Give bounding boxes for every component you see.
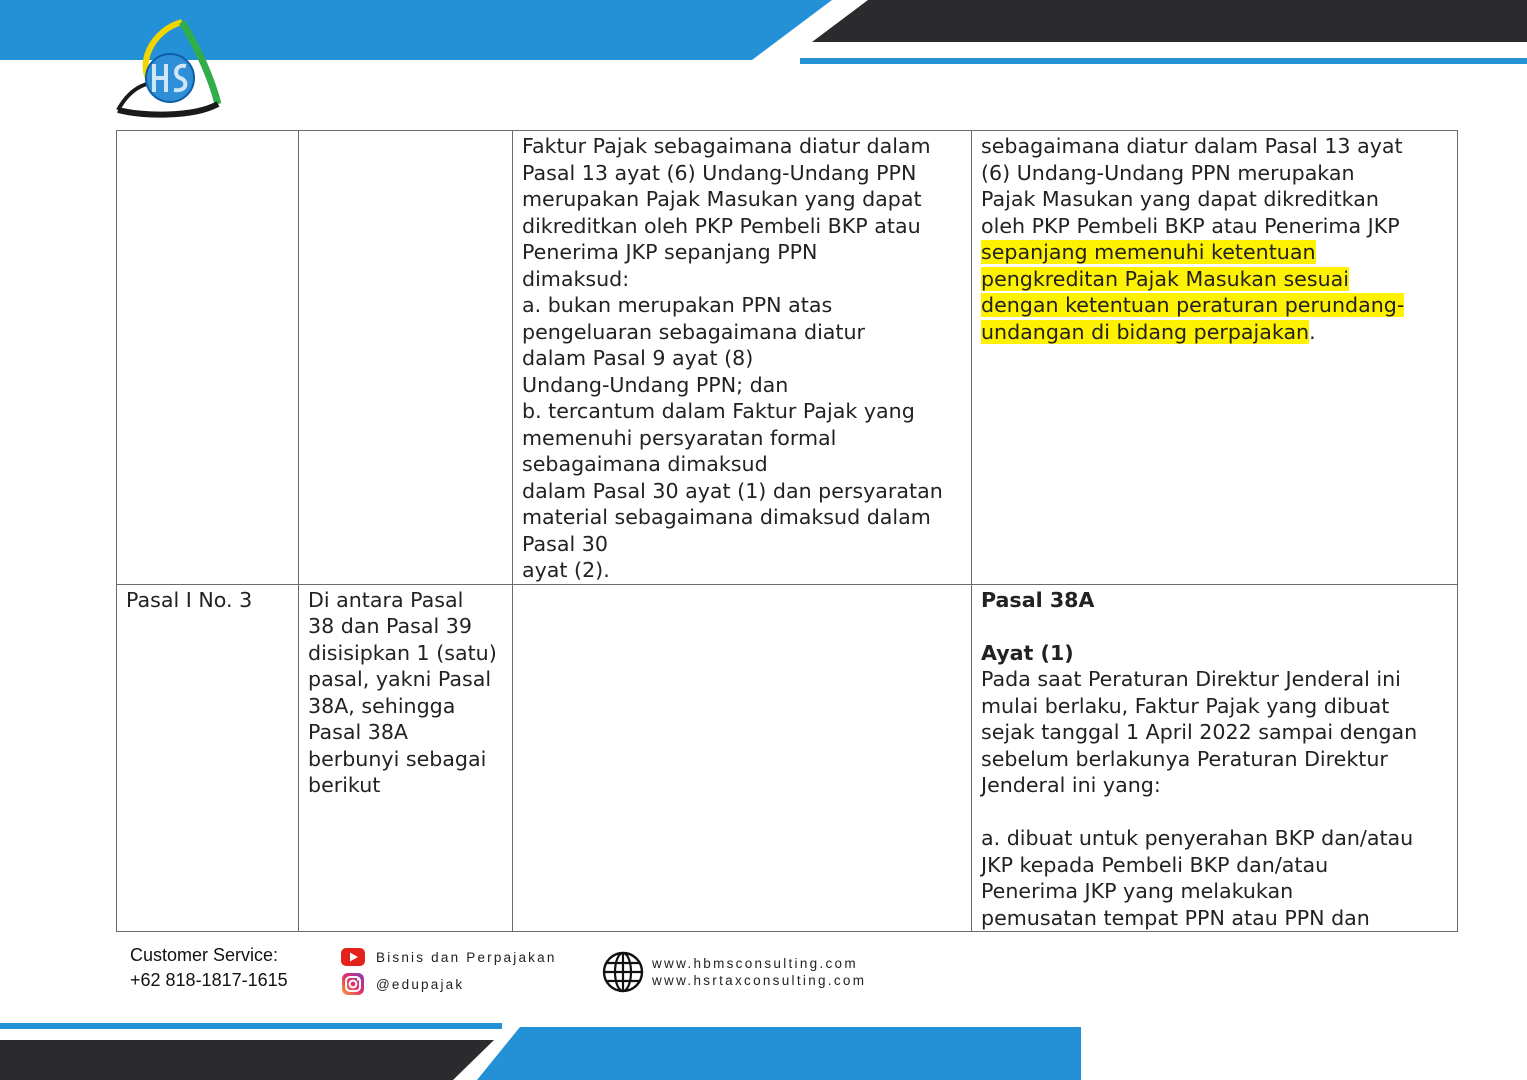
instagram-handle: @edupajak bbox=[376, 976, 465, 992]
row1-col1-cell bbox=[117, 131, 299, 585]
footer-blue-stripe bbox=[0, 1023, 502, 1029]
header-blue-stripe bbox=[800, 58, 1527, 64]
youtube-icon bbox=[340, 947, 366, 967]
footer-blue-band bbox=[477, 1027, 1081, 1080]
text-line: merupakan Pajak Masukan yang dapat bbox=[522, 187, 922, 211]
article-heading: Pasal 38A bbox=[981, 587, 1095, 612]
text-line: Pasal 30 bbox=[522, 531, 608, 556]
globe-icon bbox=[602, 951, 644, 993]
text-line: a. bukan merupakan PPN atas bbox=[522, 293, 833, 317]
sentence-end: . bbox=[1309, 319, 1316, 344]
text-line: sebelum berlakunya Peraturan Direktur bbox=[981, 746, 1388, 771]
highlighted-text: sepanjang memenuhi ketentuan bbox=[981, 240, 1316, 264]
text-line: Pada saat Peraturan Direktur Jenderal ini bbox=[981, 667, 1401, 691]
youtube-link[interactable] bbox=[340, 945, 557, 969]
text-line: sebagaimana diatur dalam Pasal 13 ayat bbox=[981, 134, 1403, 158]
footer-dark-band bbox=[0, 1040, 494, 1080]
highlighted-text: dengan ketentuan peraturan perundang- bbox=[981, 293, 1405, 317]
instagram-icon bbox=[340, 972, 366, 996]
text-line: dalam Pasal 30 ayat (1) dan persyaratan bbox=[522, 478, 943, 503]
company-logo bbox=[112, 18, 224, 120]
text-line: Penerima JKP sepanjang PPN bbox=[522, 240, 818, 264]
highlighted-text: undangan di bidang perpajakan bbox=[981, 319, 1310, 344]
instagram-link[interactable] bbox=[340, 972, 557, 996]
text-line: Di antara Pasal bbox=[308, 587, 464, 612]
text-line: berbunyi sebagai bbox=[308, 746, 487, 771]
customer-service-label: Customer Service: bbox=[130, 945, 279, 965]
social-links bbox=[340, 945, 557, 999]
text-line: Pasal 38A bbox=[308, 720, 409, 744]
youtube-channel-name: Bisnis dan Perpajakan bbox=[376, 949, 557, 965]
text-line: a. dibuat untuk penyerahan BKP dan/atau bbox=[981, 826, 1414, 850]
text-line: pemusatan tempat PPN atau PPN dan bbox=[981, 905, 1370, 930]
text-line: Pasal 13 ayat (6) Undang-Undang PPN bbox=[522, 160, 917, 185]
text-line: (6) Undang-Undang PPN merupakan bbox=[981, 160, 1355, 185]
text-line: dikreditkan oleh PKP Pembeli BKP atau bbox=[522, 213, 921, 238]
text-line: sebagaimana dimaksud bbox=[522, 452, 768, 476]
table-row bbox=[117, 584, 1458, 932]
article-label: Pasal I No. 3 bbox=[126, 587, 253, 612]
highlighted-text: pengkreditan Pajak Masukan sesuai bbox=[981, 266, 1349, 291]
text-line: 38 dan Pasal 39 bbox=[308, 614, 472, 638]
text-line: JKP kepada Pembeli BKP dan/atau bbox=[981, 852, 1329, 877]
text-line: Penerima JKP yang melakukan bbox=[981, 879, 1294, 903]
text-line: dalam Pasal 9 ayat (8) bbox=[522, 346, 754, 370]
text-line: Jenderal ini yang: bbox=[981, 773, 1161, 797]
text-line: b. tercantum dalam Faktur Pajak yang bbox=[522, 399, 915, 423]
row1-col4-cell bbox=[972, 131, 1458, 585]
text-line: ayat (2). bbox=[522, 558, 610, 582]
website-link[interactable]: www.hsrtaxconsulting.com bbox=[652, 973, 867, 988]
text-line: mulai berlaku, Faktur Pajak yang dibuat bbox=[981, 693, 1390, 718]
row1-col3-cell bbox=[513, 131, 972, 585]
text-line: disisipkan 1 (satu) bbox=[308, 640, 497, 665]
text-line: material sebagaimana dimaksud dalam bbox=[522, 505, 931, 529]
row2-col4-cell bbox=[972, 584, 1458, 932]
text-line: berikut bbox=[308, 773, 381, 797]
text-line: Faktur Pajak sebagaimana diatur dalam bbox=[522, 134, 931, 158]
customer-service-block bbox=[130, 943, 288, 993]
customer-service-phone: +62 818-1817-1615 bbox=[130, 970, 288, 990]
website-links bbox=[602, 951, 866, 993]
table-row bbox=[117, 131, 1458, 585]
header-dark-band bbox=[812, 0, 1527, 42]
text-line: Pajak Masukan yang dapat dikreditkan bbox=[981, 187, 1379, 211]
row2-col1-cell bbox=[117, 584, 299, 932]
text-line: sejak tanggal 1 April 2022 sampai dengan bbox=[981, 720, 1418, 744]
text-line: pasal, yakni Pasal bbox=[308, 667, 492, 691]
text-line: oleh PKP Pembeli BKP atau Penerima JKP bbox=[981, 213, 1400, 238]
text-line: dimaksud: bbox=[522, 266, 630, 291]
text-line: Undang-Undang PPN; dan bbox=[522, 372, 789, 397]
row2-col3-cell bbox=[513, 584, 972, 932]
row1-col2-cell bbox=[299, 131, 513, 585]
row2-col2-cell bbox=[299, 584, 513, 932]
text-line: memenuhi persyaratan formal bbox=[522, 425, 837, 450]
text-line: pengeluaran sebagaimana diatur bbox=[522, 319, 866, 344]
paragraph-heading: Ayat (1) bbox=[981, 640, 1074, 665]
regulation-comparison-table bbox=[116, 130, 1458, 932]
text-line: 38A, sehingga bbox=[308, 693, 456, 718]
website-link[interactable]: www.hbmsconsulting.com bbox=[652, 956, 858, 971]
